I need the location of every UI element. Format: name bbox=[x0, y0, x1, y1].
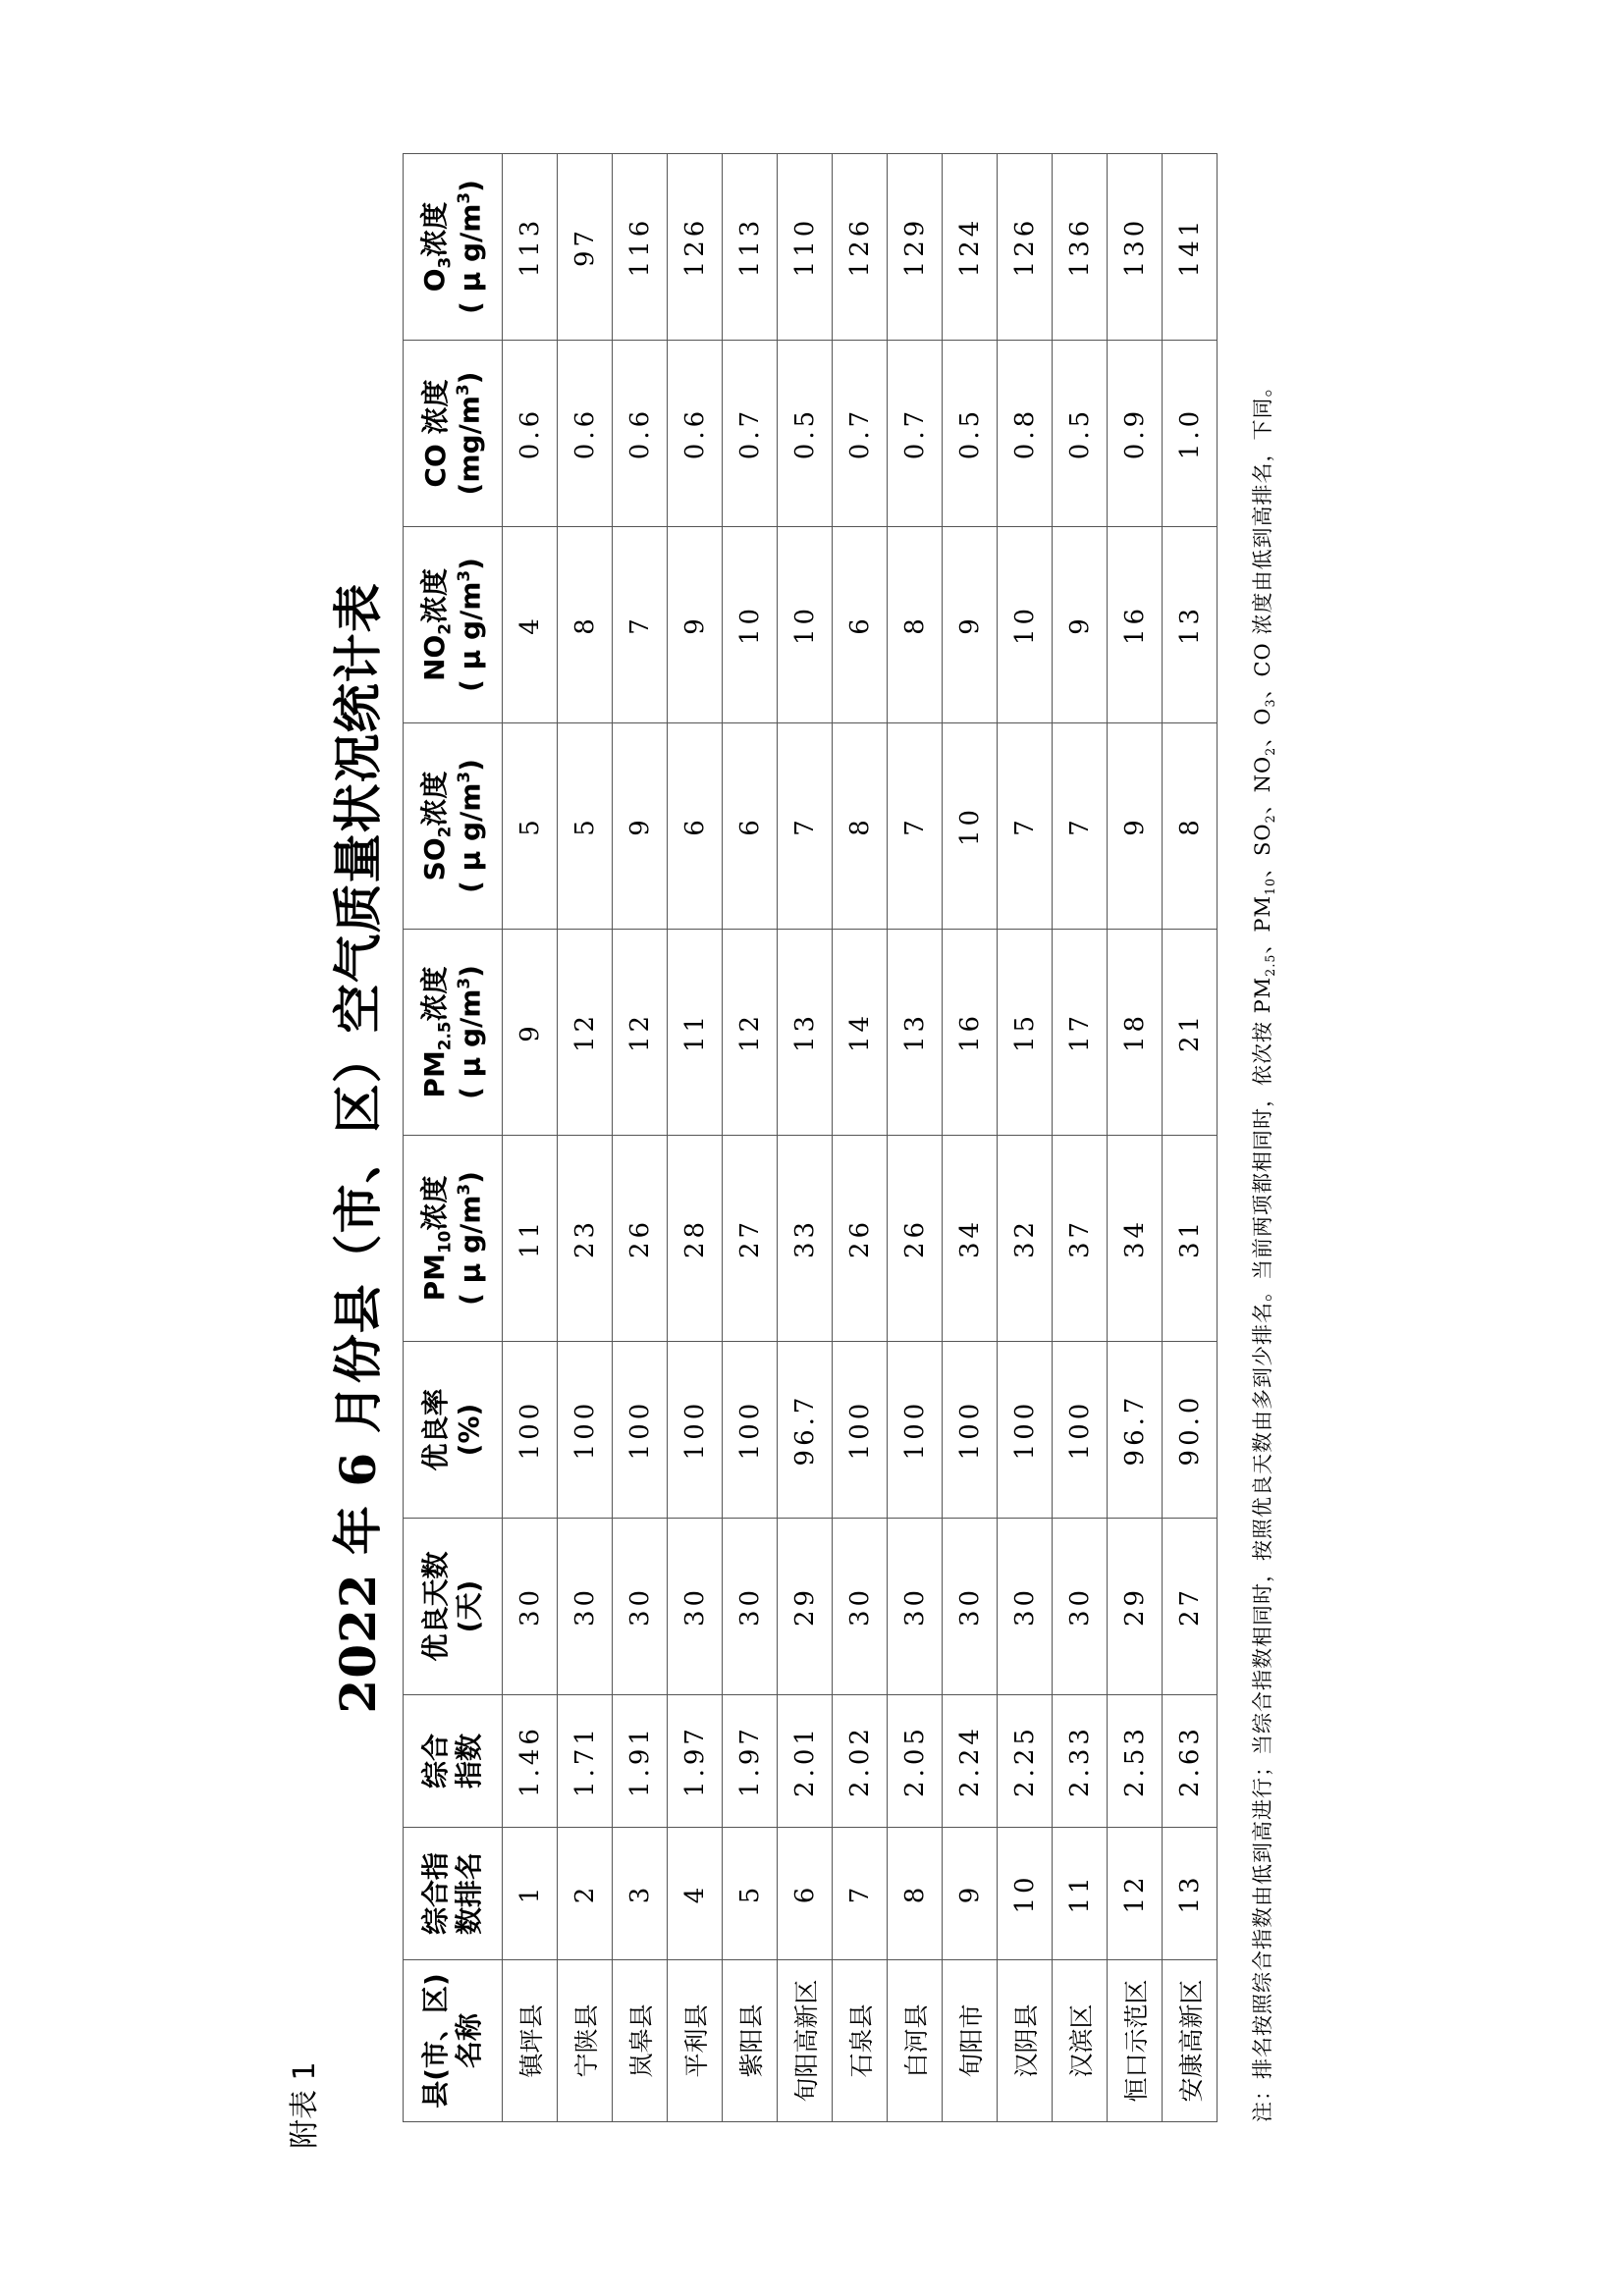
cell-rank: 12 bbox=[1108, 1828, 1163, 1960]
cell-good-days: 30 bbox=[503, 1519, 558, 1695]
cell-rank: 1 bbox=[503, 1828, 558, 1960]
cell-o3: 113 bbox=[723, 154, 778, 341]
cell-good-days: 30 bbox=[1053, 1519, 1108, 1695]
cell-good-rate: 100 bbox=[668, 1342, 723, 1519]
cell-co: 1.0 bbox=[1163, 341, 1218, 527]
cell-name: 宁陕县 bbox=[558, 1960, 613, 2122]
header-rank: 综合指 数排名 bbox=[404, 1828, 503, 1960]
cell-good-rate: 90.0 bbox=[1163, 1342, 1218, 1519]
cell-rank: 10 bbox=[998, 1828, 1053, 1960]
cell-good-rate: 100 bbox=[998, 1342, 1053, 1519]
cell-good-days: 30 bbox=[998, 1519, 1053, 1695]
table-row bbox=[558, 154, 613, 2122]
cell-rank: 6 bbox=[778, 1828, 833, 1960]
cell-good-days: 30 bbox=[888, 1519, 943, 1695]
cell-pm10: 34 bbox=[943, 1136, 998, 1342]
cell-no2: 8 bbox=[888, 527, 943, 723]
cell-pm25: 12 bbox=[723, 930, 778, 1136]
cell-pm10: 23 bbox=[558, 1136, 613, 1342]
cell-good-days: 30 bbox=[723, 1519, 778, 1695]
cell-rank: 3 bbox=[613, 1828, 668, 1960]
cell-co: 0.5 bbox=[943, 341, 998, 527]
cell-o3: 116 bbox=[613, 154, 668, 341]
header-pm25: $PM_{2.5}$浓度 ( μ $g/m^3$) bbox=[404, 930, 503, 1136]
cell-o3: 97 bbox=[558, 154, 613, 341]
cell-co: 0.8 bbox=[998, 341, 1053, 527]
cell-no2: 10 bbox=[778, 527, 833, 723]
cell-pm10: 28 bbox=[668, 1136, 723, 1342]
header-good-days: 优良天数 (天) bbox=[404, 1519, 503, 1695]
table-row bbox=[833, 154, 888, 2122]
table-row bbox=[1108, 154, 1163, 2122]
cell-no2: 13 bbox=[1163, 527, 1218, 723]
cell-good-rate: 100 bbox=[558, 1342, 613, 1519]
table-row bbox=[1053, 154, 1108, 2122]
cell-pm10: 33 bbox=[778, 1136, 833, 1342]
cell-co: 0.6 bbox=[613, 341, 668, 527]
cell-pm25: 18 bbox=[1108, 930, 1163, 1136]
header-no2: $NO_2$浓度 ( μ $g/m^3$) bbox=[404, 527, 503, 723]
cell-co: 0.9 bbox=[1108, 341, 1163, 527]
cell-good-days: 30 bbox=[613, 1519, 668, 1695]
cell-pm25: 11 bbox=[668, 930, 723, 1136]
cell-so2: 9 bbox=[613, 723, 668, 930]
cell-o3: 130 bbox=[1108, 154, 1163, 341]
cell-so2: 6 bbox=[668, 723, 723, 930]
cell-so2: 5 bbox=[503, 723, 558, 930]
cell-name: 旬阳市 bbox=[943, 1960, 998, 2122]
cell-o3: 113 bbox=[503, 154, 558, 341]
cell-name: 石泉县 bbox=[833, 1960, 888, 2122]
cell-so2: 9 bbox=[1108, 723, 1163, 930]
cell-pm10: 31 bbox=[1163, 1136, 1218, 1342]
cell-so2: 7 bbox=[778, 723, 833, 930]
cell-index: 2.02 bbox=[833, 1695, 888, 1828]
cell-name: 恒口示范区 bbox=[1108, 1960, 1163, 2122]
header-good-rate: 优良率 (%) bbox=[404, 1342, 503, 1519]
cell-o3: 126 bbox=[833, 154, 888, 341]
cell-o3: 126 bbox=[998, 154, 1053, 341]
cell-good-rate: 100 bbox=[723, 1342, 778, 1519]
cell-good-rate: 96.7 bbox=[778, 1342, 833, 1519]
cell-index: 1.46 bbox=[503, 1695, 558, 1828]
cell-good-days: 30 bbox=[558, 1519, 613, 1695]
cell-good-days: 29 bbox=[1108, 1519, 1163, 1695]
cell-pm10: 26 bbox=[613, 1136, 668, 1342]
cell-rank: 11 bbox=[1053, 1828, 1108, 1960]
cell-name: 安康高新区 bbox=[1163, 1960, 1218, 2122]
cell-good-rate: 100 bbox=[1053, 1342, 1108, 1519]
cell-o3: 124 bbox=[943, 154, 998, 341]
cell-index: 2.33 bbox=[1053, 1695, 1108, 1828]
appendix-label: 附表 1 bbox=[288, 2061, 322, 2149]
cell-so2: 7 bbox=[1053, 723, 1108, 930]
cell-so2: 8 bbox=[1163, 723, 1218, 930]
cell-o3: 136 bbox=[1053, 154, 1108, 341]
cell-pm10: 34 bbox=[1108, 1136, 1163, 1342]
cell-rank: 8 bbox=[888, 1828, 943, 1960]
cell-co: 0.7 bbox=[723, 341, 778, 527]
cell-no2: 7 bbox=[613, 527, 668, 723]
cell-pm25: 12 bbox=[558, 930, 613, 1136]
cell-pm25: 15 bbox=[998, 930, 1053, 1136]
cell-name: 白河县 bbox=[888, 1960, 943, 2122]
page-title: 2022 年 6 月份县（市、区）空气质量状况统计表 bbox=[329, 582, 387, 1714]
cell-pm25: 17 bbox=[1053, 930, 1108, 1136]
cell-rank: 13 bbox=[1163, 1828, 1218, 1960]
cell-pm10: 11 bbox=[503, 1136, 558, 1342]
cell-pm10: 27 bbox=[723, 1136, 778, 1342]
cell-good-rate: 100 bbox=[888, 1342, 943, 1519]
cell-rank: 4 bbox=[668, 1828, 723, 1960]
cell-co: 0.7 bbox=[888, 341, 943, 527]
header-name: 县(市、区) 名称 bbox=[404, 1960, 503, 2122]
cell-no2: 16 bbox=[1108, 527, 1163, 723]
cell-index: 2.53 bbox=[1108, 1695, 1163, 1828]
cell-index: 2.63 bbox=[1163, 1695, 1218, 1828]
cell-no2: 9 bbox=[1053, 527, 1108, 723]
cell-name: 紫阳县 bbox=[723, 1960, 778, 2122]
cell-pm25: 9 bbox=[503, 930, 558, 1136]
cell-index: 1.71 bbox=[558, 1695, 613, 1828]
table-row bbox=[998, 154, 1053, 2122]
header-pm10: $PM_{10}$浓度 ( μ $g/m^3$) bbox=[404, 1136, 503, 1342]
cell-o3: 110 bbox=[778, 154, 833, 341]
cell-name: 汉滨区 bbox=[1053, 1960, 1108, 2122]
cell-so2: 6 bbox=[723, 723, 778, 930]
header-row bbox=[404, 154, 503, 2122]
footnote: 注：排名按照综合指数由低到高进行；当综合指数相同时，按照优良天数由多到少排名。当前两项都相同时，依次按 $PM_{2.5}$、$PM_{10}$、$SO_2$、$NO_2$、$O_3$、CO 浓度由低到高排名，下同。 bbox=[1251, 375, 1278, 2122]
cell-co: 0.6 bbox=[558, 341, 613, 527]
cell-so2: 5 bbox=[558, 723, 613, 930]
header-so2: $SO_2$浓度 ( μ $g/m^3$) bbox=[404, 723, 503, 930]
cell-o3: 126 bbox=[668, 154, 723, 341]
cell-co: 0.6 bbox=[668, 341, 723, 527]
cell-no2: 10 bbox=[998, 527, 1053, 723]
table-row bbox=[668, 154, 723, 2122]
cell-rank: 7 bbox=[833, 1828, 888, 1960]
table-row bbox=[943, 154, 998, 2122]
cell-no2: 9 bbox=[668, 527, 723, 723]
cell-pm25: 14 bbox=[833, 930, 888, 1136]
cell-so2: 7 bbox=[888, 723, 943, 930]
header-co: CO 浓度 $(mg/m^3)$ bbox=[404, 341, 503, 527]
cell-so2: 10 bbox=[943, 723, 998, 930]
cell-pm25: 13 bbox=[888, 930, 943, 1136]
cell-good-days: 27 bbox=[1163, 1519, 1218, 1695]
cell-so2: 7 bbox=[998, 723, 1053, 930]
cell-name: 汉阴县 bbox=[998, 1960, 1053, 2122]
cell-index: 1.97 bbox=[723, 1695, 778, 1828]
cell-good-rate: 100 bbox=[613, 1342, 668, 1519]
cell-pm25: 16 bbox=[943, 930, 998, 1136]
table-row bbox=[613, 154, 668, 2122]
cell-pm25: 12 bbox=[613, 930, 668, 1136]
air-quality-table bbox=[403, 153, 1218, 2122]
cell-good-rate: 100 bbox=[503, 1342, 558, 1519]
cell-co: 0.5 bbox=[1053, 341, 1108, 527]
cell-pm10: 37 bbox=[1053, 1136, 1108, 1342]
cell-pm25: 21 bbox=[1163, 930, 1218, 1136]
cell-index: 1.91 bbox=[613, 1695, 668, 1828]
table-body bbox=[503, 154, 1218, 2122]
table-row bbox=[1163, 154, 1218, 2122]
table-row bbox=[778, 154, 833, 2122]
cell-good-rate: 100 bbox=[943, 1342, 998, 1519]
cell-name: 岚皋县 bbox=[613, 1960, 668, 2122]
cell-co: 0.5 bbox=[778, 341, 833, 527]
cell-no2: 6 bbox=[833, 527, 888, 723]
cell-index: 2.25 bbox=[998, 1695, 1053, 1828]
cell-good-rate: 100 bbox=[833, 1342, 888, 1519]
cell-index: 2.24 bbox=[943, 1695, 998, 1828]
cell-index: 2.05 bbox=[888, 1695, 943, 1828]
cell-no2: 8 bbox=[558, 527, 613, 723]
cell-index: 1.97 bbox=[668, 1695, 723, 1828]
cell-pm10: 32 bbox=[998, 1136, 1053, 1342]
cell-rank: 5 bbox=[723, 1828, 778, 1960]
cell-o3: 129 bbox=[888, 154, 943, 341]
cell-no2: 4 bbox=[503, 527, 558, 723]
header-index: 综合 指数 bbox=[404, 1695, 503, 1828]
cell-so2: 8 bbox=[833, 723, 888, 930]
cell-name: 镇坪县 bbox=[503, 1960, 558, 2122]
cell-name: 平利县 bbox=[668, 1960, 723, 2122]
cell-pm10: 26 bbox=[833, 1136, 888, 1342]
cell-good-days: 29 bbox=[778, 1519, 833, 1695]
cell-co: 0.7 bbox=[833, 341, 888, 527]
table-row bbox=[723, 154, 778, 2122]
table-row bbox=[888, 154, 943, 2122]
cell-no2: 10 bbox=[723, 527, 778, 723]
cell-rank: 2 bbox=[558, 1828, 613, 1960]
cell-good-days: 30 bbox=[943, 1519, 998, 1695]
cell-no2: 9 bbox=[943, 527, 998, 723]
header-o3: $O_3$浓度 ( μ $g/m^3$) bbox=[404, 154, 503, 341]
cell-pm25: 13 bbox=[778, 930, 833, 1136]
cell-co: 0.6 bbox=[503, 341, 558, 527]
cell-good-days: 30 bbox=[668, 1519, 723, 1695]
cell-pm10: 26 bbox=[888, 1136, 943, 1342]
table-row bbox=[503, 154, 558, 2122]
cell-index: 2.01 bbox=[778, 1695, 833, 1828]
cell-name: 旬阳高新区 bbox=[778, 1960, 833, 2122]
cell-rank: 9 bbox=[943, 1828, 998, 1960]
cell-good-rate: 96.7 bbox=[1108, 1342, 1163, 1519]
cell-good-days: 30 bbox=[833, 1519, 888, 1695]
cell-o3: 141 bbox=[1163, 154, 1218, 341]
